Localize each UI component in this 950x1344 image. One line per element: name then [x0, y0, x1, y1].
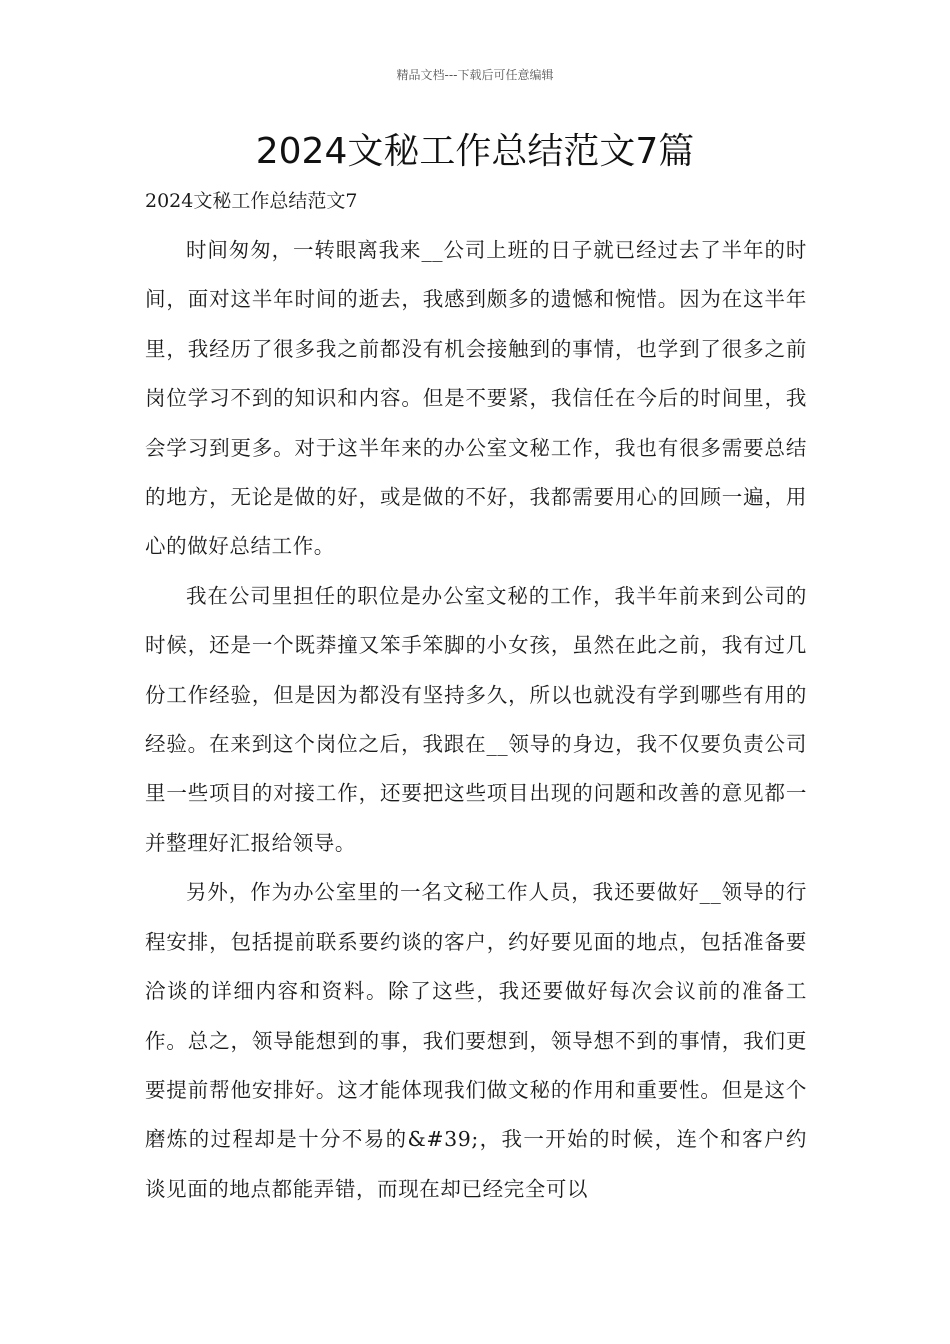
paragraph-1: 时间匆匆，一转眼离我来__公司上班的日子就已经过去了半年的时间，面对这半年时间的逝去，我感到颇多的遗憾和惋惜。因为在这半年里，我经历了很多我之前都没有机会接触到的事情，也学到了很多之前岗位学习不到的知识和内容。但是不要紧，我信任在今后的时间里，我会学习到更多。对于这半年来的办公室文秘工作，我也有很多需要总结的地方，无论是做的好，或是做的不好，我都需要用心的回顾一遍，用心的做好总结工作。 — [145, 238, 807, 559]
paragraph-3: 另外，作为办公室里的一名文秘工作人员，我还要做好__领导的行程安排，包括提前联系要约谈的客户，约好要见面的地点，包括准备要洽谈的详细内容和资料。除了这些，我还要做好每次会议前的准备工作。总之，领导能想到的事，我们要想到，领导想不到的事情，我们更要提前帮他安排好。这才能体现我们做文秘的作用和重要性。但是这个磨炼的过程却是十分不易的&#39;，我一开始的时候，连个和客户约谈见面的地点都能弄错，而现在却已经完全可以 — [145, 880, 807, 1201]
document-subtitle: 2024文秘工作总结范文7 — [145, 190, 358, 212]
document-body — [145, 226, 807, 1214]
document-title: 2024文秘工作总结范文7篇 — [255, 131, 695, 172]
paragraph-2: 我在公司里担任的职位是办公室文秘的工作，我半年前来到公司的时候，还是一个既莽撞又笨手笨脚的小女孩，虽然在此之前，我有过几份工作经验，但是因为都没有坚持多久，所以也就没有学到哪些有用的经验。在来到这个岗位之后，我跟在__领导的身边，我不仅要负责公司里一些项目的对接工作，还要把这些项目出现的问题和改善的意见都一并整理好汇报给领导。 — [145, 583, 807, 855]
header-note: 精品文档---下载后可任意编辑 — [396, 68, 554, 82]
